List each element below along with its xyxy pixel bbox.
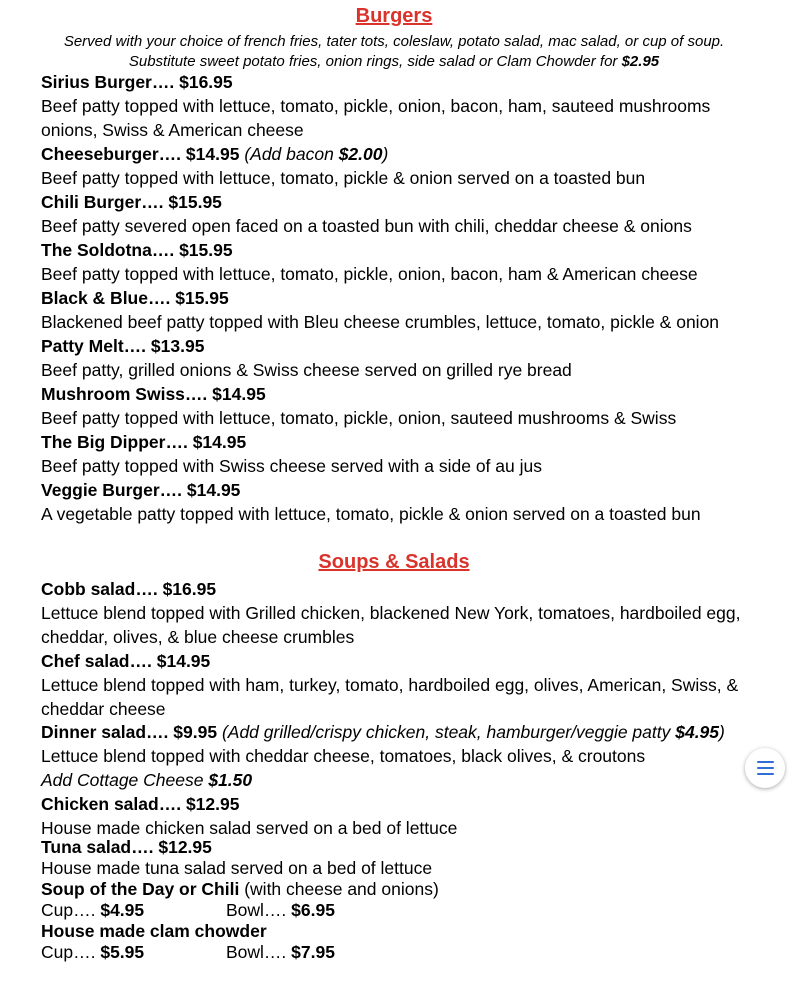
- soups-section-header: [0, 550, 788, 574]
- item-description: A vegetable patty topped with lettuce, tomato, pickle & onion served on a toasted bun: [41, 504, 701, 524]
- item-price: $14.95: [192, 432, 247, 452]
- item-description: Beef patty topped with lettuce, tomato, pickle & onion served on a toasted bun: [41, 168, 646, 188]
- item-name: Dinner salad….: [41, 722, 169, 742]
- item-description: Beef patty topped with lettuce, tomato, pickle, onion, sauteed mushrooms & Swiss: [41, 408, 677, 428]
- soups-title: Soups & Salads: [318, 551, 470, 573]
- item-name: Sirius Burger….: [41, 72, 175, 92]
- menu-item-chicken-salad: [41, 792, 758, 840]
- item-name: The Soldotna….: [41, 240, 175, 260]
- item-description: Lettuce blend topped with Grilled chicken, blackened New York, tomatoes, hardboiled egg, cheddar, olives, & blue cheese crumbles: [41, 603, 741, 647]
- menu-item-cobb-salad: [41, 577, 758, 649]
- menu-item-cheeseburger: [41, 142, 758, 190]
- item-name: Cobb salad….: [41, 579, 158, 599]
- item-name: Veggie Burger….: [41, 480, 183, 500]
- item-description: Beef patty topped with lettuce, tomato, pickle, onion, bacon, ham & American cheese: [41, 264, 698, 284]
- item-description: House made chicken salad served on a bed of lettuce: [41, 818, 458, 838]
- item-name: Black & Blue….: [41, 288, 171, 308]
- item-price: $14.95: [186, 480, 241, 500]
- size-price-row: [41, 900, 758, 921]
- item-name: Tuna salad….: [41, 837, 154, 857]
- menu-item-chef-salad: [41, 649, 758, 721]
- floating-menu-button[interactable]: [745, 748, 785, 788]
- item-price: $9.95: [173, 722, 218, 742]
- item-description: Blackened beef patty topped with Bleu cheese crumbles, lettuce, tomato, pickle & onion: [41, 312, 720, 332]
- cottage-cheese-addon: Add Cottage Cheese $1.50: [41, 770, 253, 790]
- item-addon-note: (Add grilled/crispy chicken, steak, hamburger/veggie patty $4.95): [221, 722, 725, 742]
- bowl-price: Bowl…. $6.95: [226, 900, 335, 920]
- item-name: House made clam chowder: [41, 921, 267, 941]
- substitute-price: $2.95: [621, 53, 660, 70]
- item-price: $13.95: [150, 336, 205, 356]
- item-name: Chef salad….: [41, 651, 152, 671]
- item-description: Lettuce blend topped with cheddar cheese, tomatoes, black olives, & croutons: [41, 746, 646, 766]
- item-price: $15.95: [175, 288, 229, 308]
- burgers-substitute-note: Substitute sweet potato fries, onion rings, side salad or Clam Chowder for $2.95: [128, 53, 660, 70]
- item-name: Chili Burger….: [41, 192, 164, 212]
- item-price: $14.95: [185, 144, 240, 164]
- menu-item-the-soldotna: [41, 238, 758, 286]
- menu-item-veggie-burger: [41, 478, 758, 526]
- menu-item-clam-chowder: [41, 921, 758, 963]
- item-price: $12.95: [158, 837, 212, 857]
- burgers-section-header: [0, 4, 788, 72]
- item-name: Mushroom Swiss….: [41, 384, 208, 404]
- burgers-title: Burgers: [355, 5, 433, 27]
- item-description: Beef patty topped with Swiss cheese served with a side of au jus: [41, 456, 542, 476]
- item-description: House made tuna salad served on a bed of lettuce: [41, 858, 433, 878]
- menu-item-dinner-salad: [41, 720, 778, 792]
- item-price: $12.95: [185, 794, 240, 814]
- item-price: $15.95: [179, 240, 233, 260]
- item-name: Chicken salad….: [41, 794, 182, 814]
- cup-price: Cup…. $4.95: [41, 900, 145, 920]
- item-description: Lettuce blend topped with ham, turkey, tomato, hardboiled egg, olives, American, Swiss, & cheddar cheese: [41, 675, 739, 719]
- item-price: $15.95: [168, 192, 222, 212]
- menu-item-black-and-blue: [41, 286, 758, 334]
- item-description: Beef patty severed open faced on a toasted bun with chili, cheddar cheese & onions: [41, 216, 692, 236]
- item-name: Soup of the Day or Chili: [41, 879, 240, 899]
- menu-item-mushroom-swiss: [41, 382, 758, 430]
- item-price: $14.95: [212, 384, 266, 404]
- size-price-row: [41, 942, 758, 963]
- menu-item-chili-burger: [41, 190, 758, 238]
- item-price: $16.95: [162, 579, 217, 599]
- item-name: Cheeseburger….: [41, 144, 182, 164]
- item-name: Patty Melt….: [41, 336, 147, 356]
- item-price: $16.95: [179, 72, 233, 92]
- menu-item-patty-melt: [41, 334, 758, 382]
- cup-price: Cup…. $5.95: [41, 942, 145, 962]
- menu-item-sirius-burger: [41, 70, 758, 142]
- item-description: Beef patty topped with lettuce, tomato, pickle, onion, bacon, ham, sauteed mushrooms onions, Swiss & American cheese: [41, 96, 711, 140]
- menu-item-soup-of-the-day: [41, 879, 758, 921]
- item-price: $14.95: [156, 651, 211, 671]
- item-name: The Big Dipper….: [41, 432, 188, 452]
- item-addon-note: (Add bacon $2.00): [244, 144, 389, 164]
- burgers-sides-note: Served with your choice of french fries, tater tots, coleslaw, potato salad, mac salad, or cup of soup.: [63, 33, 725, 50]
- menu-item-the-big-dipper: [41, 430, 758, 478]
- item-description: Beef patty, grilled onions & Swiss cheese served on grilled rye bread: [41, 360, 572, 380]
- bowl-price: Bowl…. $7.95: [226, 942, 335, 962]
- menu-item-tuna-salad: [41, 837, 758, 879]
- item-addon-note: (with cheese and onions): [244, 879, 439, 899]
